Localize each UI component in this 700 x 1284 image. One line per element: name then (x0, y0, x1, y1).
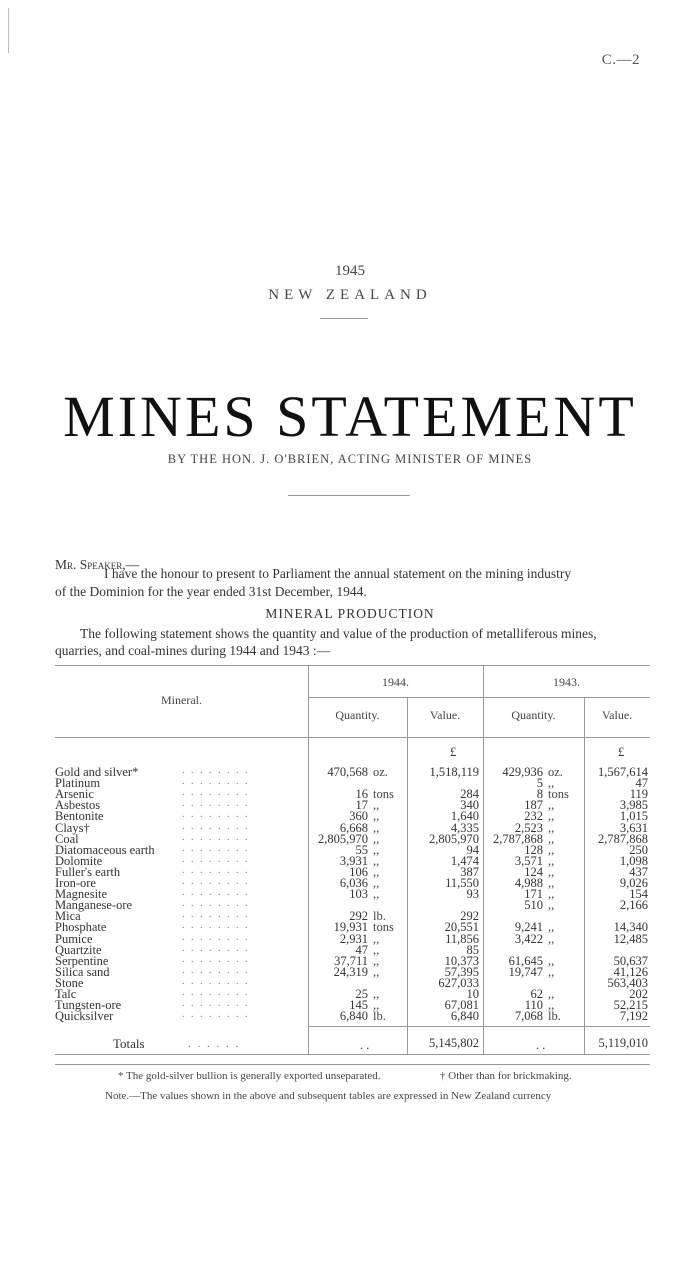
statement-line-2: quarries, and coal-mines during 1944 and 1943 :— (55, 643, 331, 658)
value-1944: 57,395 (444, 964, 479, 979)
total-value-1944: 5,145,802 (429, 1036, 479, 1051)
mineral-name: Diatomaceous earth (55, 842, 155, 857)
totals-label: Totals (113, 1036, 145, 1052)
value-1943: 1,015 (619, 809, 648, 824)
footnote-clays: † Other than for brickmaking. (440, 1070, 572, 1083)
value-1943: 119 (629, 787, 648, 802)
quantity-1944: 17 (355, 798, 368, 813)
unit-1944: tons (373, 787, 394, 802)
unit-1943: ,, (548, 809, 555, 824)
mineral-name: Platinum (55, 776, 101, 791)
unit-1943: ,, (548, 776, 555, 791)
year-1944-header: 1944. (382, 675, 409, 689)
value-1944: 1,640 (450, 809, 479, 824)
unit-1943: ,, (548, 898, 555, 913)
unit-1943: ,, (548, 887, 555, 902)
value-1943: 437 (629, 864, 648, 879)
unit-1943: ,, (548, 853, 555, 868)
quantity-1944: 360 (349, 809, 368, 824)
value-1944: 11,856 (445, 931, 479, 946)
value-1944: 1,474 (450, 853, 479, 868)
quantity-1943: 5 (536, 776, 543, 791)
value-1943: 7,192 (619, 1009, 648, 1024)
mineral-name: Asbestos (55, 798, 101, 813)
quantity-1944: 470,568 (327, 765, 368, 779)
unit-1943: lb. (548, 1009, 561, 1024)
row-leader: . . . . . . . . (182, 787, 250, 799)
mineral-column-header: Mineral. (161, 693, 202, 707)
value-1944: 292 (460, 909, 479, 924)
value-1943: 250 (629, 842, 648, 857)
unit-1944: ,, (373, 953, 380, 968)
unit-1943: ,, (548, 864, 555, 879)
quantity-1943: 429,936 (502, 765, 543, 779)
value-1943: 1,567,614 (598, 765, 648, 779)
mineral-name: Manganese-ore (55, 898, 133, 913)
unit-1944: ,, (373, 998, 380, 1013)
row-leader: . . . . . . . . (182, 831, 250, 843)
header-bottom-rule (55, 737, 650, 738)
value-1944: 387 (460, 864, 479, 879)
row-leader: . . . . . . . . (182, 1009, 250, 1021)
mineral-name: Mica (55, 909, 81, 924)
unit-1944: ,, (373, 964, 380, 979)
value-1944: 94 (466, 842, 479, 857)
divider (320, 318, 368, 319)
value-1943: 1,098 (619, 853, 648, 868)
row-leader: . . . . . . . . (182, 931, 250, 943)
row-leader: . . . . . . . . (182, 964, 250, 976)
unit-1944: ,, (373, 942, 380, 957)
section-heading: MINERAL PRODUCTION (265, 606, 435, 621)
value-1943: 52,215 (613, 998, 648, 1013)
value-1943: 202 (629, 987, 648, 1001)
unit-1943: ,, (548, 798, 555, 813)
page-title: MINES STATEMENT (63, 384, 637, 449)
quantity-1944: 25 (355, 987, 368, 1001)
unit-1944: ,, (373, 987, 380, 1001)
quantity-1944: 37,711 (334, 953, 368, 968)
unit-1944: oz. (373, 765, 388, 779)
quantity-1944: 106 (349, 864, 368, 879)
value-1944: 10 (466, 987, 479, 1001)
quantity-1943: 171 (524, 887, 543, 902)
document-reference: C.—2 (601, 52, 640, 68)
quantity-1943: 232 (524, 809, 543, 824)
unit-1943: ,, (548, 920, 555, 935)
row-leader: . . . . . . . . (182, 942, 250, 954)
quantity-1943: 3,422 (514, 931, 543, 946)
value-1943: 12,485 (613, 931, 648, 946)
mineral-name: Tungsten-ore (55, 998, 122, 1013)
quantity-1944: 47 (355, 942, 368, 957)
quantity-1944-header: Quantity. (335, 708, 380, 722)
quantity-1943: 7,068 (514, 1009, 543, 1024)
mineral-name: Arsenic (55, 787, 94, 802)
value-1944: 1,518,119 (429, 765, 479, 779)
row-leader: . . . . . . . . (182, 820, 250, 832)
mineral-name: Quartzite (55, 942, 102, 957)
row-leader: . . . . . . . . (182, 998, 250, 1010)
unit-1944: ,, (373, 876, 380, 890)
quantity-1944: 103 (349, 887, 368, 902)
row-leader: . . . . . . . . (182, 853, 250, 865)
mineral-name: Clays† (55, 820, 90, 835)
mineral-name: Bentonite (55, 809, 104, 824)
row-leader: . . . . . . . . (182, 987, 250, 998)
quantity-1944: 145 (349, 998, 368, 1013)
quantity-1943: 2,523 (514, 820, 543, 835)
unit-1943: ,, (548, 987, 555, 1001)
unit-1944: ,, (373, 831, 380, 846)
value-1943: 2,166 (619, 898, 648, 913)
row-leader: . . . . . . . . (182, 798, 250, 810)
footer-rule (55, 1064, 650, 1065)
quantity-1944: 292 (349, 909, 368, 924)
unit-1943: ,, (548, 831, 555, 846)
value-1944: 67,081 (444, 998, 479, 1013)
unit-1943: ,, (548, 876, 555, 890)
value-1944: 284 (460, 787, 479, 802)
unit-1944: ,, (373, 853, 380, 868)
value-1943: 50,637 (613, 953, 648, 968)
row-leader: . . . . . . . . (182, 898, 250, 910)
row-leader: . . . . . . . . (182, 909, 250, 921)
quantity-1943: 9,241 (514, 920, 543, 935)
unit-1943: ,, (548, 931, 555, 946)
currency-note: Note.—The values shown in the above and subsequent tables are expressed in New Zealand currency (105, 1090, 552, 1103)
quantity-1944: 24,319 (333, 964, 368, 979)
quantity-1944: 2,931 (339, 931, 368, 946)
quantity-1943: 61,645 (508, 953, 543, 968)
value-1944: 340 (460, 798, 479, 813)
totals-rule (308, 1026, 650, 1027)
row-leader: . . . . . . . . (182, 953, 250, 965)
unit-1944: ,, (373, 842, 380, 857)
row-leader: . . . . . . . . (182, 765, 250, 776)
country-heading: NEW ZEALAND (268, 287, 432, 303)
unit-1944: ,, (373, 798, 380, 813)
unit-1943: oz. (548, 765, 563, 779)
quantity-1943: 110 (524, 998, 543, 1013)
value-1943: 563,403 (607, 975, 648, 990)
value-1943-header: Value. (601, 708, 633, 722)
value-1943: 3,985 (619, 798, 648, 813)
table-bottom-rule (55, 1054, 650, 1055)
year-rule (308, 697, 650, 698)
mineral-name: Iron-ore (55, 876, 96, 890)
intro-line-1: I have the honour to present to Parliament the annual statement on the mining industry (104, 566, 572, 581)
quantity-1943: 62 (530, 987, 543, 1001)
value-1943: 47 (635, 776, 648, 791)
unit-1943: ,, (548, 953, 555, 968)
unit-1944: ,, (373, 809, 380, 824)
mineral-name: Fuller's earth (55, 864, 121, 879)
table-top-rule (55, 665, 650, 666)
quantity-1943: 4,988 (514, 876, 543, 890)
unit-1943: ,, (548, 998, 555, 1013)
totals-leader: . . . . . . (188, 1038, 241, 1051)
mineral-name: Quicksilver (55, 1009, 114, 1024)
unit-1944: tons (373, 920, 394, 935)
mineral-name: Gold and silver* (55, 765, 139, 779)
total-quantity-1943: . . (536, 1038, 546, 1053)
row-leader: . . . . . . . . (182, 776, 250, 788)
total-quantity-1944: . . (360, 1038, 370, 1053)
quantity-1943: 8 (536, 787, 543, 802)
value-1944: 93 (466, 887, 479, 902)
unit-1943: tons (548, 787, 569, 802)
value-1944: 85 (466, 942, 479, 957)
row-leader: . . . . . . . . (182, 887, 250, 899)
quantity-1943: 128 (524, 842, 543, 857)
value-1944: 11,550 (445, 876, 479, 890)
unit-1944: ,, (373, 931, 380, 946)
unit-1944: ,, (373, 887, 380, 902)
quantity-1944: 6,668 (339, 820, 368, 835)
mineral-name: Coal (55, 831, 79, 846)
quantity-1943: 3,571 (514, 853, 543, 868)
mineral-name: Talc (55, 987, 77, 1001)
quantity-1944: 55 (355, 842, 368, 857)
statement-line-1: The following statement shows the quantity and value of the production of metalliferous mines, (80, 626, 597, 641)
currency-symbol-1943: £ (618, 745, 625, 759)
quantity-1944: 2,805,970 (318, 831, 368, 846)
mineral-name: Phosphate (55, 920, 107, 935)
mineral-name: Stone (55, 975, 84, 990)
divider (288, 495, 410, 496)
value-1943: 3,631 (619, 820, 648, 835)
value-1943: 9,026 (619, 876, 648, 890)
year-1943-header: 1943. (553, 675, 580, 689)
mineral-name: Serpentine (55, 953, 109, 968)
quantity-1943: 19,747 (508, 964, 543, 979)
value-1943: 41,126 (613, 964, 648, 979)
salutation: Mr. Speaker,— (55, 557, 140, 572)
quantity-1944: 16 (355, 787, 368, 802)
row-leader: . . . . . . . . (182, 842, 250, 854)
quantity-1944: 19,931 (333, 920, 368, 935)
margin-mark (8, 8, 9, 53)
value-1944: 627,033 (438, 975, 479, 990)
mineral-name: Magnesite (55, 887, 108, 902)
value-1944: 10,373 (444, 953, 479, 968)
value-1943: 14,340 (613, 920, 648, 935)
row-leader: . . . . . . . . (182, 864, 250, 876)
publication-year: 1945 (335, 263, 365, 279)
footnote-gold-silver: * The gold-silver bullion is generally exported unseparated. (118, 1070, 381, 1083)
quantity-1944: 6,036 (339, 876, 368, 890)
total-value-1943: 5,119,010 (598, 1036, 648, 1051)
unit-1944: ,, (373, 820, 380, 835)
mineral-name: Silica sand (55, 964, 110, 979)
value-1943: 154 (629, 887, 648, 902)
quantity-1944: 6,840 (339, 1009, 368, 1024)
row-leader: . . . . . . . . (182, 975, 250, 987)
row-leader: . . . . . . . . (182, 920, 250, 932)
value-1944-header: Value. (429, 708, 461, 722)
quantity-1943: 2,787,868 (493, 831, 543, 846)
value-1944: 4,335 (450, 820, 479, 835)
unit-1943: ,, (548, 964, 555, 979)
quantity-1943: 510 (524, 898, 543, 913)
quantity-1943-header: Quantity. (511, 708, 556, 722)
quantity-1943: 124 (524, 864, 543, 879)
mineral-name: Pumice (55, 931, 93, 946)
quantity-1943: 187 (524, 798, 543, 813)
unit-1944: lb. (373, 1009, 386, 1024)
unit-1944: ,, (373, 864, 380, 879)
mineral-name: Dolomite (55, 853, 103, 868)
quantity-1944: 3,931 (339, 853, 368, 868)
row-leader: . . . . . . . . (182, 809, 250, 821)
unit-1943: ,, (548, 820, 555, 835)
value-1944: 20,551 (444, 920, 479, 935)
unit-1943: ,, (548, 842, 555, 857)
value-1944: 2,805,970 (429, 831, 479, 846)
value-1943: 2,787,868 (598, 831, 648, 846)
value-1944: 6,840 (450, 1009, 479, 1024)
unit-1944: lb. (373, 909, 386, 924)
currency-symbol-1944: £ (450, 745, 457, 759)
intro-line-2: of the Dominion for the year ended 31st December, 1944. (55, 584, 367, 599)
row-leader: . . . . . . . . (182, 876, 250, 887)
byline: BY THE HON. J. O'BRIEN, ACTING MINISTER OF MINES (167, 452, 533, 466)
